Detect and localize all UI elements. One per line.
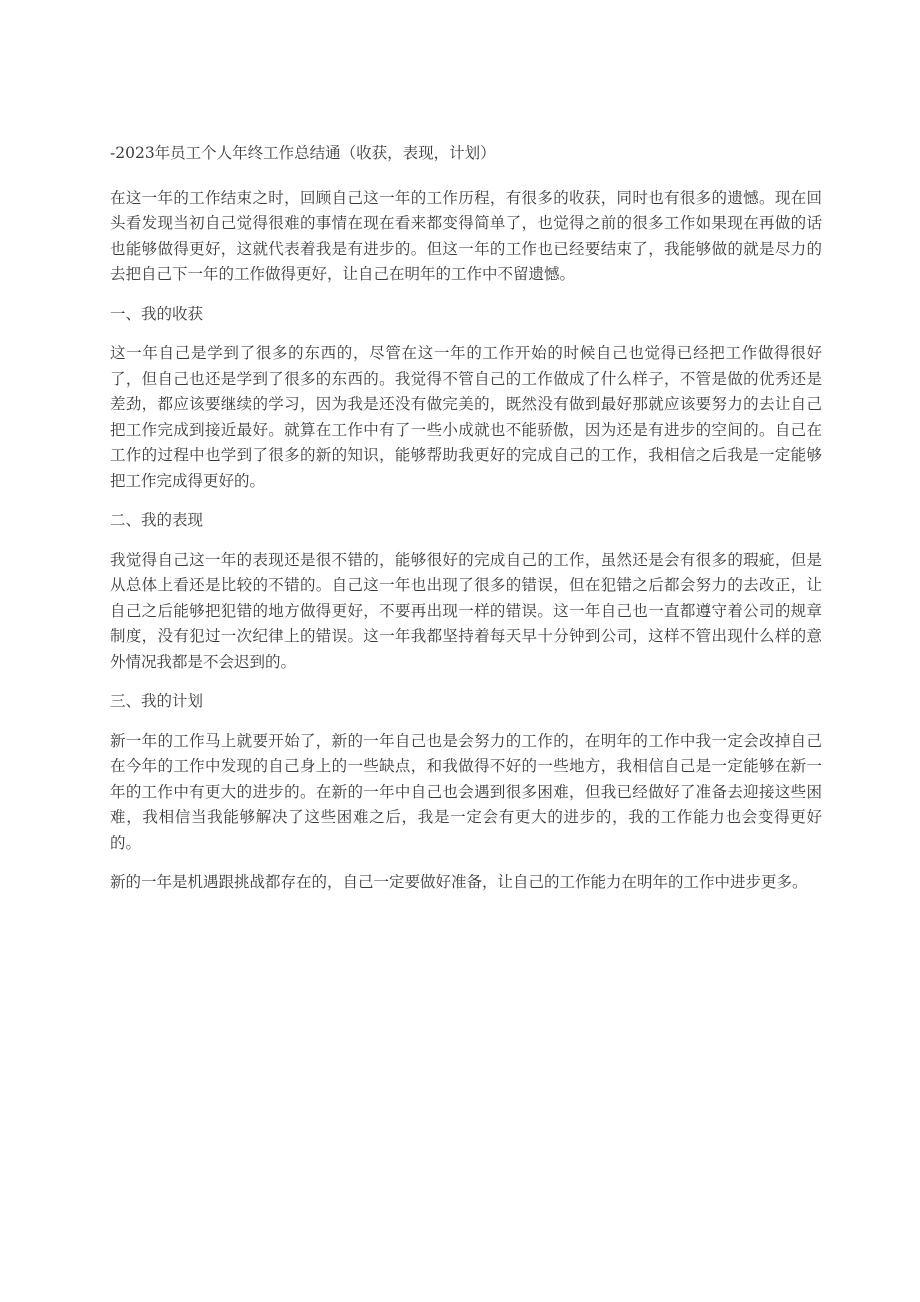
intro-paragraph: 在这一年的工作结束之时，回顾自己这一年的工作历程，有很多的收获，同时也有很多的遗憾。现在回头看发现当初自己觉得很难的事情在现在看来都变得简单了，也觉得之前的很多工作如果现在再做的话也能够做得更好，这就代表着我是有进步的。但这一年的工作也已经要结束了，我能够做的就是尽力的去把自己下一年的工作做得更好，让自己在明年的工作中不留遗憾。 [110, 188, 822, 283]
document-body [110, 141, 822, 910]
section-heading-harvest: 一、我的收获 [110, 304, 204, 323]
section-body-plan: 新一年的工作马上就要开始了，新的一年自己也是会努力的工作的，在明年的工作中我一定会改掉自己在今年的工作中发现的自己身上的一些缺点，和我做得不好的一些地方，我相信自己是一定能够在新一年的工作中有更大的进步的。在新的一年中自己也会遇到很多困难，但我已经做好了准备去迎接这些困难，我相信当我能够解决了这些困难之后，我是一定会有更大的进步的，我的工作能力也会变得更好的。 [110, 731, 822, 852]
section-heading-performance: 二、我的表现 [110, 511, 204, 529]
closing-paragraph: 新的一年是机遇跟挑战都存在的，自己一定要做好准备，让自己的工作能力在明年的工作中进步更多。 [110, 873, 808, 891]
section-body-harvest: 这一年自己是学到了很多的东西的，尽管在这一年的工作开始的时候自己也觉得已经把工作做得很好了，但自己也还是学到了很多的东西的。我觉得不管自己的工作做成了什么样子，不管是做的优秀还是差劲，都应该要继续的学习，因为我是还没有做完美的，既然没有做到最好那就应该要努力的去让自己把工作完成到接近最好。就算在工作中有了一些小成就也不能骄傲，因为还是有进步的空间的。自己在工作的过程中也学到了很多的新的知识，能够帮助我更好的完成自己的工作，我相信之后我是一定能够把工作完成得更好的。 [110, 344, 822, 490]
section-body-performance: 我觉得自己这一年的表现还是很不错的，能够很好的完成自己的工作，虽然还是会有很多的瑕疵，但是从总体上看还是比较的不错的。自己这一年也出现了很多的错误，但在犯错之后都会努力的去改正，让自己之后能够把犯错的地方做得更好，不要再出现一样的错误。这一年自己也一直都遵守着公司的规章制度，没有犯过一次纪律上的错误。这一年我都坚持着每天早十分钟到公司，这样不管出现什么样的意外情况我都是不会迟到的。 [110, 550, 822, 671]
section-heading-plan: 三、我的计划 [110, 692, 204, 710]
document-title: -2023年员工个人年终工作总结通（收获，表现，计划） [110, 144, 496, 162]
